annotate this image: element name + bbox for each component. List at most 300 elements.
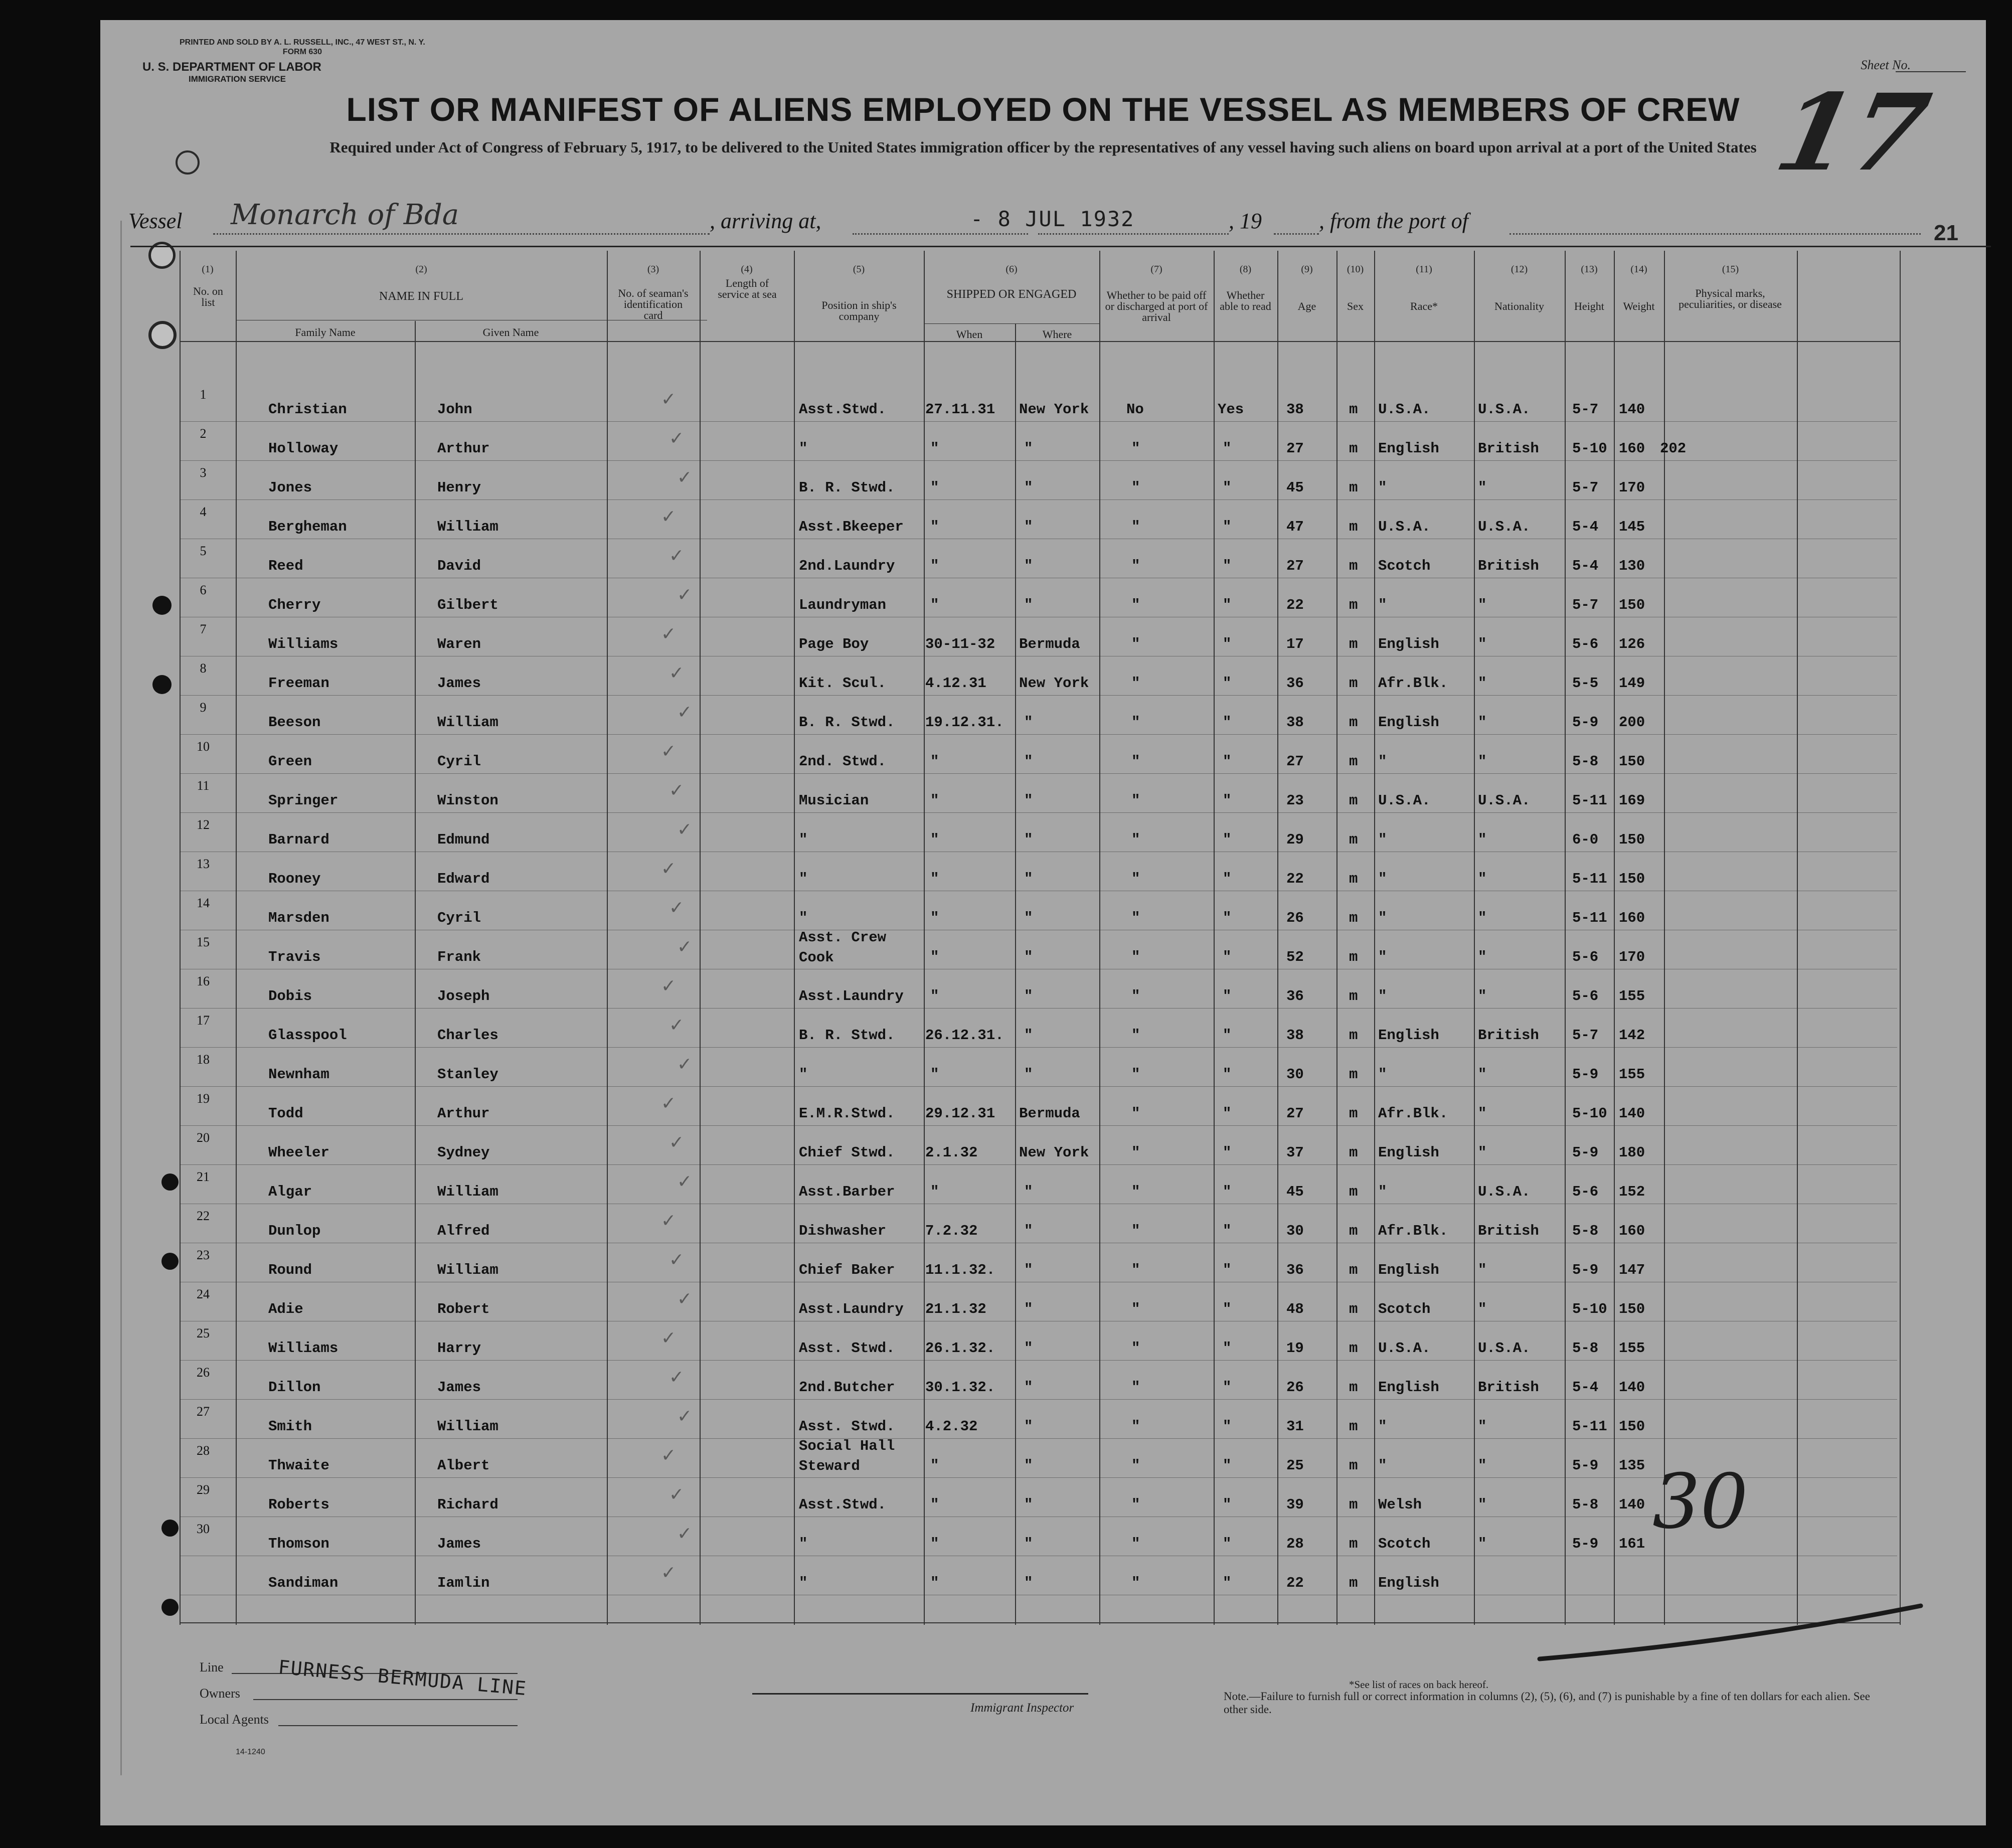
position-cell: Musician	[799, 792, 869, 809]
race-cell: English	[1378, 636, 1439, 652]
sex-cell: m	[1349, 910, 1358, 926]
able-to-read-cell: "	[1223, 597, 1232, 613]
nationality-cell: U.S.A.	[1478, 519, 1531, 535]
binding-hole	[161, 1599, 179, 1616]
table-row	[100, 621, 1986, 660]
row-number-cell: 24	[197, 1287, 210, 1301]
column-number: (8)	[1239, 264, 1252, 275]
position-cell: "	[799, 1575, 808, 1591]
check-mark-icon: ✓	[669, 1484, 685, 1505]
sex-cell: m	[1349, 1184, 1358, 1200]
nationality-cell: "	[1478, 1457, 1487, 1474]
weight-cell: 155	[1619, 1340, 1645, 1357]
shipped-where-cell: "	[1024, 1301, 1033, 1317]
family-name-cell: Travis	[268, 949, 321, 965]
service-name: IMMIGRATION SERVICE	[189, 74, 286, 84]
header-height: Height	[1574, 300, 1604, 312]
family-name-cell: Thomson	[268, 1536, 329, 1552]
row-number-cell: 21	[197, 1169, 210, 1184]
age-cell: 19	[1286, 1340, 1304, 1357]
shipped-when-cell: 30-11-32	[925, 636, 995, 652]
height-cell: 5-6	[1572, 636, 1599, 652]
row-rule	[180, 1125, 1897, 1126]
column-number: (15)	[1722, 264, 1739, 275]
manifest-sheet	[100, 20, 1986, 1825]
paid-off-cell: "	[1131, 988, 1140, 1004]
shipped-where-cell: "	[1024, 988, 1033, 1004]
paid-off-cell: "	[1131, 1262, 1140, 1278]
given-name-cell: James	[437, 675, 481, 692]
shipped-where-cell: "	[1024, 1575, 1033, 1591]
race-cell: "	[1378, 1066, 1387, 1083]
given-name-cell: William	[437, 519, 498, 535]
race-cell: Scotch	[1378, 558, 1431, 574]
family-name-cell: Freeman	[268, 675, 329, 692]
weight-cell: 140	[1619, 401, 1645, 418]
race-cell: English	[1378, 1262, 1439, 1278]
height-cell: 5-10	[1572, 440, 1607, 457]
sex-cell: m	[1349, 1457, 1358, 1474]
family-name-cell: Bergheman	[268, 519, 347, 535]
race-cell: Scotch	[1378, 1301, 1431, 1317]
table-row	[100, 973, 1986, 1012]
sheet-number-handwritten: 17	[1766, 71, 1939, 195]
able-to-read-cell: "	[1223, 871, 1232, 887]
given-name-cell: James	[437, 1536, 481, 1552]
row-number-cell: 23	[197, 1248, 210, 1262]
shipped-where-cell: New York	[1019, 1144, 1089, 1161]
sex-cell: m	[1349, 1027, 1358, 1044]
height-cell: 6-0	[1572, 831, 1599, 848]
check-mark-icon: ✓	[661, 1211, 677, 1231]
weight-cell: 150	[1619, 1418, 1645, 1435]
nationality-cell: "	[1478, 1144, 1487, 1161]
weight-cell: 170	[1619, 949, 1645, 965]
shipped-when-cell: 4.12.31	[925, 675, 986, 692]
family-name-cell: Sandiman	[268, 1575, 339, 1591]
shipped-where-cell: "	[1024, 949, 1033, 965]
race-cell: "	[1378, 1184, 1387, 1200]
check-mark-icon: ✓	[677, 1054, 693, 1075]
row-number-cell: 5	[200, 544, 207, 558]
height-cell: 5-9	[1572, 1144, 1599, 1161]
able-to-read-cell: "	[1223, 1027, 1232, 1044]
penalty-note: Note.—Failure to furnish full or correct information in columns (2), (5), (6), and (7) is punishable by a fine of ten dollars for each alien. See other side.	[1224, 1690, 1870, 1716]
table-row	[100, 1403, 1986, 1442]
height-cell: 5-11	[1572, 792, 1607, 809]
given-name-cell: Edmund	[437, 831, 490, 848]
paid-off-cell: "	[1131, 831, 1140, 848]
check-mark-icon: ✓	[677, 1524, 693, 1544]
height-cell: 5-7	[1572, 401, 1599, 418]
header-age: Age	[1297, 300, 1316, 312]
family-name-cell: Reed	[268, 558, 303, 574]
position-cell: Asst.Laundry	[799, 1301, 904, 1317]
shipped-where-cell: "	[1024, 1536, 1033, 1552]
age-cell: 30	[1286, 1223, 1304, 1239]
family-name-cell: Glasspool	[268, 1027, 347, 1044]
family-name-cell: Jones	[268, 479, 312, 496]
row-number-cell: 8	[200, 661, 207, 676]
row-number-cell: 10	[197, 739, 210, 754]
check-mark-icon: ✓	[669, 546, 685, 566]
header-paid-off: Whether to be paid off or discharged at port of arrival	[1105, 289, 1208, 323]
header-bottom-border	[180, 341, 1900, 342]
position-cell: Asst. Crew Cook	[799, 929, 887, 966]
age-cell: 45	[1286, 479, 1304, 496]
sex-cell: m	[1349, 792, 1358, 809]
check-mark-icon: ✓	[677, 1171, 693, 1192]
able-to-read-cell: "	[1223, 714, 1232, 731]
sex-cell: m	[1349, 440, 1358, 457]
nationality-cell: "	[1478, 1066, 1487, 1083]
position-cell: B. R. Stwd.	[799, 479, 895, 496]
table-row	[100, 1129, 1986, 1168]
race-cell: "	[1378, 949, 1387, 965]
row-number-cell: 13	[197, 857, 210, 871]
sex-cell: m	[1349, 675, 1358, 692]
given-name-cell: Joseph	[437, 988, 490, 1004]
paid-off-cell: "	[1131, 1105, 1140, 1122]
given-name-cell: Harry	[437, 1340, 481, 1357]
position-cell: 2nd.Laundry	[799, 558, 895, 574]
header-able-read: Whether able to read	[1220, 289, 1271, 312]
weight-cell: 169	[1619, 792, 1645, 809]
table-row	[100, 503, 1986, 543]
position-cell: 2nd.Butcher	[799, 1379, 895, 1396]
family-name-cell: Christian	[268, 401, 347, 418]
position-cell: Asst.Laundry	[799, 988, 904, 1004]
year-line	[1274, 233, 1319, 235]
check-mark-icon: ✓	[669, 663, 685, 684]
family-name-cell: Roberts	[268, 1496, 329, 1513]
race-cell: U.S.A.	[1378, 519, 1431, 535]
from-port-line	[1510, 233, 1921, 235]
nationality-cell: "	[1478, 1496, 1487, 1513]
family-name-cell: Dunlop	[268, 1223, 321, 1239]
weight-cell: 180	[1619, 1144, 1645, 1161]
check-mark-icon: ✓	[677, 1289, 693, 1309]
weight-cell: 160	[1619, 440, 1645, 457]
weight-cell: 149	[1619, 675, 1645, 692]
nationality-cell: "	[1478, 753, 1487, 770]
column-number: (13)	[1581, 264, 1598, 275]
weight-cell: 152	[1619, 1184, 1645, 1200]
family-name-cell: Adie	[268, 1301, 303, 1317]
family-name-cell: Dillon	[268, 1379, 321, 1396]
check-mark-icon: ✓	[669, 1367, 685, 1388]
row-rule	[180, 812, 1897, 813]
header-where: Where	[1042, 328, 1072, 341]
age-cell: 27	[1286, 1105, 1304, 1122]
inspector-signature-line	[752, 1693, 1088, 1695]
able-to-read-cell: "	[1223, 1536, 1232, 1552]
weight-cell: 140	[1619, 1379, 1645, 1396]
shipped-when-cell: 29.12.31	[925, 1105, 995, 1122]
age-cell: 31	[1286, 1418, 1304, 1435]
row-number-cell: 16	[197, 974, 210, 988]
punch-hole	[148, 321, 177, 349]
printer-info: PRINTED AND SOLD BY A. L. RUSSELL, INC., 47 WEST ST., N. Y. FORM 630	[180, 38, 425, 56]
row-rule	[180, 1164, 1897, 1165]
shipped-when-cell: "	[930, 949, 939, 965]
position-cell: Asst.Stwd.	[799, 1496, 887, 1513]
able-to-read-cell: "	[1223, 1105, 1232, 1122]
height-cell: 5-4	[1572, 519, 1599, 535]
check-mark-icon: ✓	[661, 389, 677, 410]
weight-cell: 150	[1619, 753, 1645, 770]
column-number: (12)	[1511, 264, 1528, 275]
header-no-on-list: No. on list	[193, 285, 223, 308]
shipped-where-cell: "	[1024, 714, 1033, 731]
weight-cell: 126	[1619, 636, 1645, 652]
able-to-read-cell: "	[1223, 949, 1232, 965]
header-position: Position in ship's company	[821, 299, 897, 322]
nationality-cell: British	[1478, 1027, 1539, 1044]
nationality-cell: "	[1478, 1418, 1487, 1435]
shipped-when-cell: "	[930, 753, 939, 770]
height-cell: 5-11	[1572, 871, 1607, 887]
row-rule	[180, 1438, 1897, 1439]
position-cell: Social Hall Steward	[799, 1438, 895, 1474]
shipped-where-cell: "	[1024, 753, 1033, 770]
shipped-when-cell: 7.2.32	[925, 1223, 978, 1239]
able-to-read-cell: "	[1223, 1418, 1232, 1435]
height-cell: 5-4	[1572, 558, 1599, 574]
column-number: (1)	[202, 264, 214, 275]
given-name-cell: Gilbert	[437, 597, 498, 613]
sex-cell: m	[1349, 1379, 1358, 1396]
owners-label: Owners	[200, 1686, 240, 1701]
sex-cell: m	[1349, 479, 1358, 496]
sex-cell: m	[1349, 636, 1358, 652]
table-row	[100, 856, 1986, 895]
row-number-cell: 30	[197, 1522, 210, 1536]
header-length-service: Length of service at sea	[718, 277, 777, 300]
row-number-cell: 25	[197, 1326, 210, 1340]
shipped-when-cell: "	[930, 1496, 939, 1513]
able-to-read-cell: "	[1223, 479, 1232, 496]
paid-off-cell: "	[1131, 1184, 1140, 1200]
check-mark-icon: ✓	[661, 1093, 677, 1114]
race-cell: English	[1378, 1575, 1439, 1591]
given-name-cell: Alfred	[437, 1223, 490, 1239]
race-cell: "	[1378, 831, 1387, 848]
vessel-name-handwritten: Monarch of Bda	[231, 199, 459, 231]
column-number: (2)	[415, 264, 427, 275]
row-rule	[180, 1086, 1897, 1087]
table-row	[100, 660, 1986, 699]
family-name-cell: Springer	[268, 792, 339, 809]
sex-cell: m	[1349, 1066, 1358, 1083]
family-name-cell: Williams	[268, 1340, 339, 1357]
race-cell: U.S.A.	[1378, 401, 1431, 418]
weight-cell: 145	[1619, 519, 1645, 535]
sex-cell: m	[1349, 1536, 1358, 1552]
able-to-read-cell: "	[1223, 1340, 1232, 1357]
check-mark-icon: ✓	[669, 428, 685, 449]
paid-off-cell: "	[1131, 1457, 1140, 1474]
nationality-cell: "	[1478, 636, 1487, 652]
race-cell: "	[1378, 597, 1387, 613]
sex-cell: m	[1349, 1262, 1358, 1278]
paid-off-cell: "	[1131, 753, 1140, 770]
table-row	[100, 1560, 1986, 1599]
race-cell: English	[1378, 1144, 1439, 1161]
paid-off-cell: "	[1131, 636, 1140, 652]
shipped-where-cell: "	[1024, 479, 1033, 496]
family-name-cell: Williams	[268, 636, 339, 652]
row-rule	[180, 421, 1897, 422]
paid-off-cell: "	[1131, 1340, 1140, 1357]
column-number: (3)	[647, 264, 659, 275]
given-name-cell: Cyril	[437, 753, 481, 770]
shipped-where-cell: Bermuda	[1019, 1105, 1080, 1122]
department-heading	[142, 61, 321, 85]
given-name-cell: Winston	[437, 792, 498, 809]
position-cell: Asst.Stwd.	[799, 401, 887, 418]
row-number-cell: 22	[197, 1209, 210, 1223]
weight-cell: 160	[1619, 1223, 1645, 1239]
paid-off-cell: "	[1131, 1027, 1140, 1044]
position-cell: "	[799, 1536, 808, 1552]
given-name-cell: Arthur	[437, 1105, 490, 1122]
row-number-cell: 7	[200, 622, 207, 636]
paid-off-cell: "	[1131, 440, 1140, 457]
height-cell: 5-11	[1572, 910, 1607, 926]
position-cell: Asst.Barber	[799, 1184, 895, 1200]
column-number: (9)	[1301, 264, 1313, 275]
height-cell: 5-9	[1572, 714, 1599, 731]
row-rule	[180, 1047, 1897, 1048]
shipped-when-cell: "	[930, 871, 939, 887]
paid-off-cell: No	[1126, 401, 1144, 418]
race-cell: English	[1378, 1027, 1439, 1044]
shipped-when-cell: "	[930, 597, 939, 613]
header-when: When	[956, 328, 983, 341]
age-cell: 48	[1286, 1301, 1304, 1317]
race-cell: "	[1378, 753, 1387, 770]
age-cell: 22	[1286, 1575, 1304, 1591]
race-cell: "	[1378, 479, 1387, 496]
sex-cell: m	[1349, 949, 1358, 965]
arrival-port-line	[853, 233, 1028, 235]
sex-cell: m	[1349, 1105, 1358, 1122]
row-rule	[180, 1008, 1897, 1009]
check-mark-icon: ✓	[669, 1015, 685, 1036]
family-name-cell: Beeson	[268, 714, 321, 731]
sex-cell: m	[1349, 1301, 1358, 1317]
check-mark-icon: ✓	[677, 585, 693, 605]
shipped-where-cell: "	[1024, 1223, 1033, 1239]
shipped-when-cell: 21.1.32	[925, 1301, 986, 1317]
weight-cell: 150	[1619, 831, 1645, 848]
table-row	[100, 1090, 1986, 1129]
table-row	[100, 1286, 1986, 1325]
nationality-cell: "	[1478, 597, 1487, 613]
table-row	[100, 738, 1986, 777]
sex-cell: m	[1349, 1144, 1358, 1161]
shipped-when-cell: "	[930, 1457, 939, 1474]
able-to-read-cell: "	[1223, 1144, 1232, 1161]
family-name-cell: Holloway	[268, 440, 339, 457]
family-name-cell: Marsden	[268, 910, 329, 926]
table-row	[100, 777, 1986, 816]
check-mark-icon: ✓	[669, 1132, 685, 1153]
age-cell: 38	[1286, 1027, 1304, 1044]
nationality-cell: "	[1478, 988, 1487, 1004]
table-row	[100, 543, 1986, 582]
shipped-where-cell: "	[1024, 519, 1033, 535]
age-cell: 39	[1286, 1496, 1304, 1513]
weight-cell: 142	[1619, 1027, 1645, 1044]
given-name-cell: David	[437, 558, 481, 574]
shipped-where-cell: "	[1024, 792, 1033, 809]
position-cell: Asst. Stwd.	[799, 1340, 895, 1357]
paid-off-cell: "	[1131, 910, 1140, 926]
family-name-cell: Rooney	[268, 871, 321, 887]
check-mark-icon: ✓	[661, 1445, 677, 1466]
height-cell: 5-10	[1572, 1105, 1607, 1122]
shipped-where-cell: "	[1024, 440, 1033, 457]
nationality-cell: British	[1478, 440, 1539, 457]
inspector-label: Immigrant Inspector	[970, 1701, 1074, 1715]
paid-off-cell: "	[1131, 1379, 1140, 1396]
height-cell: 5-4	[1572, 1379, 1599, 1396]
position-cell: B. R. Stwd.	[799, 714, 895, 731]
race-cell: "	[1378, 871, 1387, 887]
table-row	[100, 1247, 1986, 1286]
nationality-cell: "	[1478, 949, 1487, 965]
position-cell: "	[799, 1066, 808, 1083]
position-cell: Chief Baker	[799, 1262, 895, 1278]
given-name-cell: Waren	[437, 636, 481, 652]
nationality-cell: "	[1478, 871, 1487, 887]
weight-cell: 161	[1619, 1536, 1645, 1552]
height-cell: 5-9	[1572, 1262, 1599, 1278]
age-cell: 23	[1286, 792, 1304, 809]
table-row	[100, 1325, 1986, 1364]
family-name-cell: Green	[268, 753, 312, 770]
check-mark-icon: ✓	[661, 1328, 677, 1349]
paid-off-cell: "	[1131, 792, 1140, 809]
age-cell: 38	[1286, 401, 1304, 418]
height-cell: 5-6	[1572, 1184, 1599, 1200]
sex-cell: m	[1349, 519, 1358, 535]
handwritten-pen-stroke	[1535, 1600, 1926, 1665]
header-sex: Sex	[1347, 300, 1364, 312]
age-cell: 26	[1286, 1379, 1304, 1396]
able-to-read-cell: "	[1223, 558, 1232, 574]
position-cell: Chief Stwd.	[799, 1144, 895, 1161]
age-cell: 47	[1286, 519, 1304, 535]
nationality-cell: "	[1478, 910, 1487, 926]
given-name-cell: Iamlin	[437, 1575, 490, 1591]
from-port-label: , from the port of	[1319, 209, 1468, 233]
able-to-read-cell: "	[1223, 792, 1232, 809]
paid-off-cell: "	[1131, 1418, 1140, 1435]
able-to-read-cell: "	[1223, 753, 1232, 770]
nationality-cell: British	[1478, 558, 1539, 574]
shipped-when-cell: 27.11.31	[925, 401, 995, 418]
sex-cell: m	[1349, 558, 1358, 574]
table-row	[100, 464, 1986, 503]
age-cell: 36	[1286, 1262, 1304, 1278]
row-number-cell: 6	[200, 583, 207, 597]
vessel-name-line	[213, 233, 710, 235]
able-to-read-cell: "	[1223, 1575, 1232, 1591]
height-cell: 5-6	[1572, 949, 1599, 965]
